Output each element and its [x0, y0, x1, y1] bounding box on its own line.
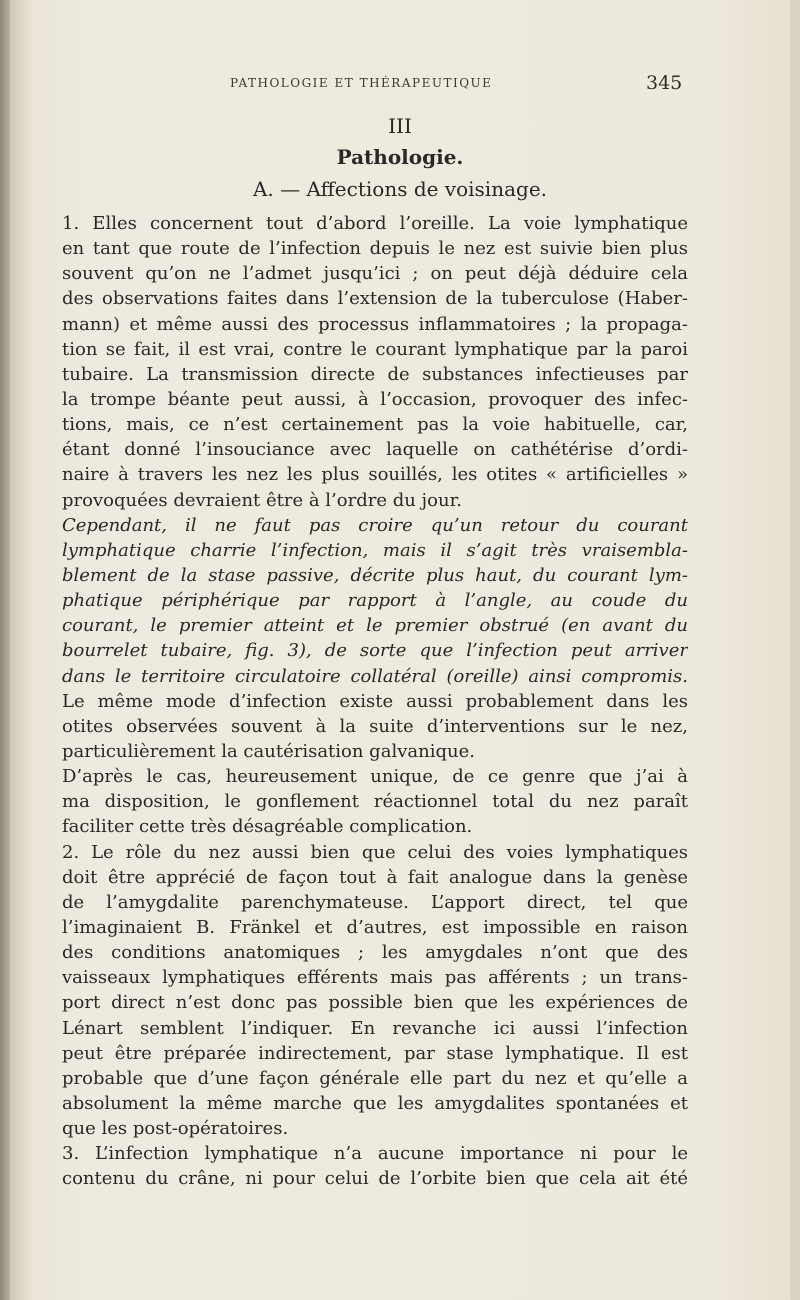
- text-line: bourrelet tubaire, fig. 3), de sorte que l’infection peut arriver: [62, 640, 688, 662]
- text-line: probable que d’une façon générale elle part du nez et qu’elle a: [62, 1067, 688, 1089]
- subsection-title-text: A. — Affections de voisinage.: [252, 177, 548, 201]
- text-line: la trompe béante peut aussi, à l’occasion, provoquer des infec-: [62, 388, 688, 410]
- book-spine-shadow: [0, 0, 10, 1300]
- text-line: doit être apprécié de façon tout à fait analogue dans la genèse: [62, 866, 688, 888]
- text-line: Cependant, il ne faut pas croire qu’un retour du courant: [62, 514, 688, 536]
- text-line: D’après le cas, heureusement unique, de ce genre que j’ai à: [62, 766, 688, 788]
- running-title: PATHOLOGIE ET THÉRAPEUTIQUE: [230, 76, 493, 90]
- text-line: des conditions anatomiques ; les amygdales n’ont que des: [62, 942, 688, 964]
- text-line: Lénart semblent l’indiquer. En revanche ici aussi l’infection: [62, 1017, 688, 1039]
- text-line: 2. Le rôle du nez aussi bien que celui des voies lymphatiques: [62, 841, 688, 863]
- text-line: tubaire. La transmission directe de substances infectieuses par: [62, 363, 688, 385]
- text-line: tions, mais, ce n’est certainement pas la voie habituelle, car,: [62, 414, 688, 436]
- text-line: courant, le premier atteint et le premier obstrué (en avant du: [62, 615, 688, 637]
- book-page: [10, 0, 790, 1300]
- text-line: particulièrement la cautérisation galvanique.: [62, 740, 475, 762]
- text-line: mann) et même aussi des processus inflammatoires ; la propaga-: [62, 313, 688, 335]
- text-line: 1. Elles concernent tout d’abord l’oreille. La voie lymphatique: [62, 213, 688, 234]
- text-line: absolument la même marche que les amygdalites spontanées et: [62, 1092, 688, 1114]
- text-line: blement de la stase passive, décrite plus haut, du courant lym-: [62, 564, 688, 586]
- text-line: étant donné l’insouciance avec laquelle on cathétérise d’ordi-: [62, 439, 688, 461]
- text-line: Le même mode d’infection existe aussi probablement dans les: [62, 690, 688, 712]
- page-header: [10, 72, 790, 92]
- text-line: tion se fait, il est vrai, contre le courant lymphatique par la paroi: [62, 338, 688, 360]
- text-line: l’imaginaient B. Fränkel et d’autres, est impossible en raison: [62, 916, 688, 938]
- text-line: faciliter cette très désagréable complication.: [62, 816, 473, 838]
- text-line: peut être préparée indirectement, par stase lymphatique. Il est: [62, 1042, 688, 1064]
- text-line: provoquées devraient être à l’ordre du jour.: [62, 489, 462, 511]
- text-line: de l’amygdalite parenchymateuse. L’apport direct, tel que: [62, 891, 688, 913]
- text-line: otites observées souvent à la suite d’interventions sur le nez,: [62, 715, 688, 737]
- text-line: port direct n’est donc pas possible bien que les expériences de: [62, 992, 688, 1014]
- text-line: vaisseaux lymphatiques efférents mais pas afférents ; un trans-: [62, 967, 688, 989]
- subsection-title: [10, 177, 790, 201]
- text-line: 3. L’infection lymphatique n’a aucune importance ni pour le: [62, 1143, 688, 1165]
- text-line: des observations faites dans l’extension de la tuberculose (Haber-: [62, 288, 688, 310]
- text-line: que les post-opératoires.: [62, 1118, 289, 1140]
- text-line: ma disposition, le gonflement réactionnel total du nez paraît: [62, 791, 688, 813]
- text-line: en tant que route de l’infection depuis le nez est suivie bien plus: [62, 238, 688, 260]
- body-text: [62, 211, 688, 1191]
- text-line: lymphatique charrie l’infection, mais il s’agit très vraisembla-: [62, 539, 688, 561]
- section-numeral: III: [388, 114, 412, 138]
- section-title: Pathologie.: [336, 145, 464, 169]
- text-line: contenu du crâne, ni pour celui de l’orbite bien que cela ait été: [62, 1168, 688, 1190]
- text-line: phatique périphérique par rapport à l’angle, au coude du: [62, 590, 688, 612]
- text-line: naire à travers les nez les plus souillés, les otites « artificielles »: [62, 464, 688, 486]
- text-line: dans le territoire circulatoire collatéral (oreille) ainsi compromis.: [62, 665, 688, 687]
- text-line: souvent qu’on ne l’admet jusqu’ici ; on peut déjà déduire cela: [62, 263, 688, 285]
- page-number: 345: [646, 72, 683, 94]
